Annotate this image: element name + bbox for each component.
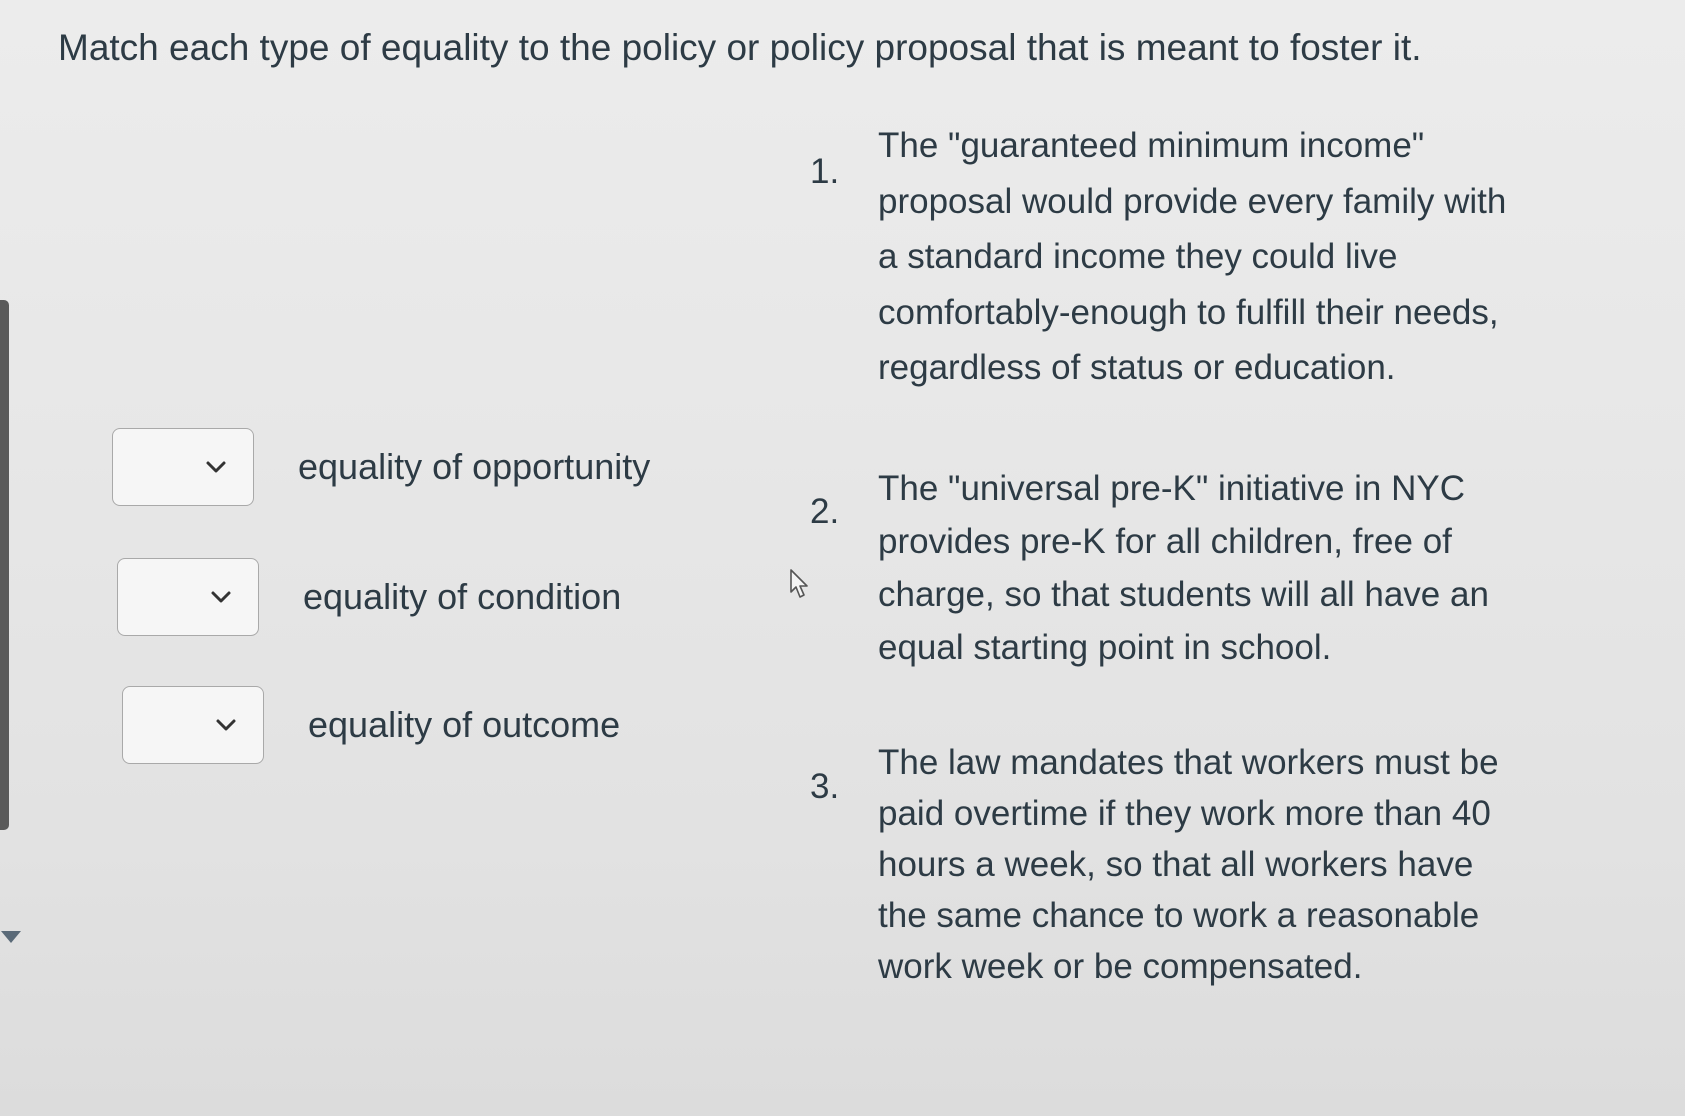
question-prompt: Match each type of equality to the policy or policy proposal that is meant to foster it. [58, 27, 1422, 68]
answer-number: 1. [810, 152, 840, 191]
match-dropdown-condition[interactable] [117, 558, 259, 636]
scroll-down-icon[interactable] [0, 930, 22, 944]
scrollbar-thumb[interactable] [0, 300, 9, 830]
match-row-outcome [122, 686, 620, 764]
match-row-opportunity [112, 428, 650, 506]
chevron-down-icon [205, 460, 227, 474]
answer-text: The law mandates that workers must be paid overtime if they work more than 40 hours a week, so that all workers have the same chance to work a reasonable work week or be compensated. [878, 743, 1499, 986]
cursor-icon [789, 568, 811, 600]
match-row-condition [117, 558, 621, 636]
match-dropdown-outcome[interactable] [122, 686, 264, 764]
match-label-condition: equality of condition [303, 576, 622, 617]
answer-number: 3. [810, 767, 840, 806]
chevron-down-icon [210, 590, 232, 604]
answer-text: The "guaranteed minimum income" proposal would provide every family with a standard income they could live comfortably-enough to fulfill their needs, regardless of status or education. [878, 126, 1507, 387]
chevron-down-icon [215, 718, 237, 732]
match-label-outcome: equality of outcome [308, 704, 621, 745]
answer-number: 2. [810, 492, 840, 531]
answer-text: The "universal pre-K" initiative in NYC provides pre-K for all children, free of charge, so that students will all have an equal starting point in school. [878, 469, 1489, 667]
match-dropdown-opportunity[interactable] [112, 428, 254, 506]
match-label-opportunity: equality of opportunity [298, 446, 651, 487]
